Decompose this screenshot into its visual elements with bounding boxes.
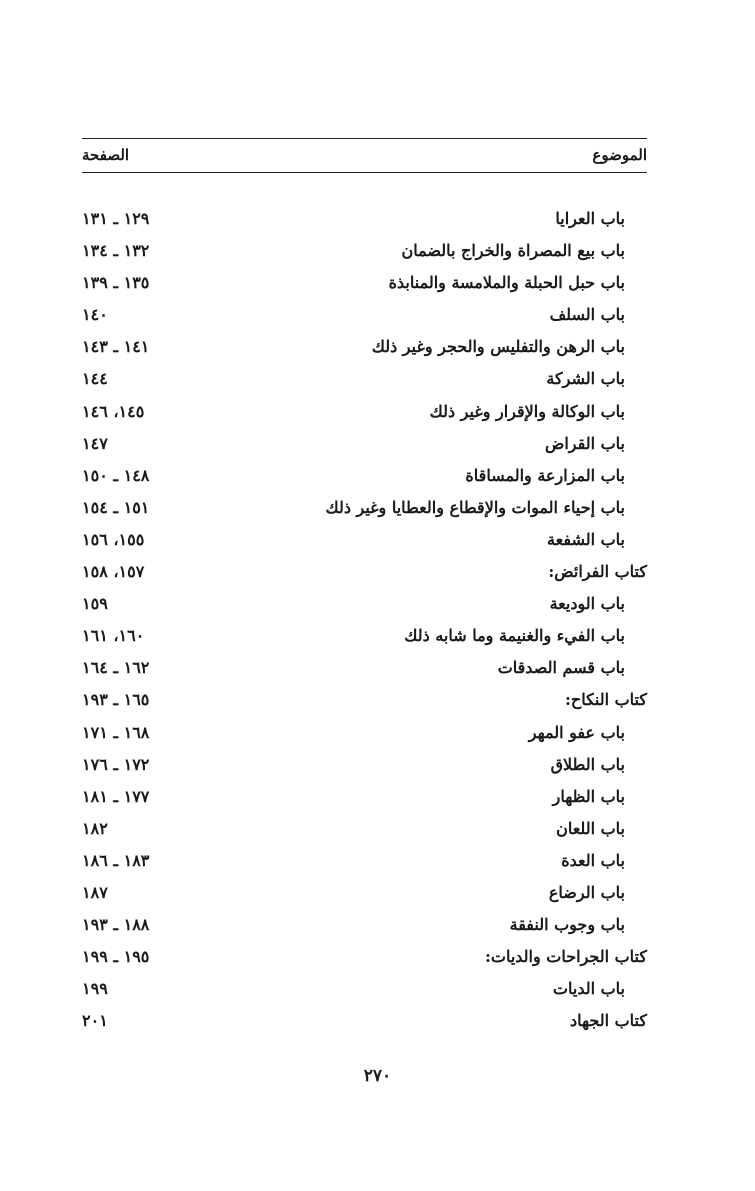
toc-entry-topic: كتاب الجراحات والديات: — [484, 947, 647, 967]
toc-entry — [82, 588, 647, 620]
toc-entry-pages: ١٥٥، ١٥٦ — [82, 529, 145, 549]
toc-entry-pages: ١٢٩ ـ ١٣١ — [82, 209, 150, 228]
toc-entry-pages: ١٤٧ — [82, 433, 108, 453]
toc-entry-topic: باب المزارعة والمساقاة — [465, 465, 625, 485]
toc-entry — [82, 684, 647, 716]
toc-entry — [82, 460, 647, 492]
toc-entry — [82, 781, 647, 813]
toc-entry-topic: باب الوكالة والإقرار وغير ذلك — [429, 401, 625, 421]
page-number: ٢٧٠ — [363, 1066, 392, 1086]
toc-entry-pages: ١٦٨ ـ ١٧١ — [82, 722, 150, 742]
toc-entry-topic: باب عفو المهر — [528, 722, 625, 742]
toc-entry-topic: باب القراض — [545, 433, 625, 453]
toc-entry-pages: ١٣٥ ـ ١٣٩ — [82, 273, 150, 293]
toc-entry — [82, 235, 647, 267]
toc-entry-topic: باب العدة — [561, 850, 625, 870]
toc-entry-topic: كتاب النكاح: — [564, 690, 647, 710]
toc-entry — [82, 749, 647, 781]
toc-entry-pages: ١٤٥، ١٤٦ — [82, 401, 145, 421]
toc-entry-pages: ١٧٢ ـ ١٧٦ — [82, 754, 150, 774]
toc-entry — [82, 652, 647, 684]
toc-entry — [82, 813, 647, 845]
toc-entry-topic: باب وجوب النفقة — [509, 915, 625, 935]
toc-entry — [82, 620, 647, 652]
toc-entry-pages: ١٩٥ ـ ١٩٩ — [82, 947, 150, 967]
table-of-contents — [82, 203, 647, 1037]
toc-entry-pages: ١٦٠، ١٦١ — [82, 626, 145, 646]
toc-entry — [82, 556, 647, 588]
toc-entry — [82, 396, 647, 428]
toc-entry-topic: باب الفيء والغنيمة وما شابه ذلك — [404, 626, 625, 646]
toc-entry — [82, 524, 647, 556]
toc-entry — [82, 299, 647, 331]
toc-entry-pages: ١٥٧، ١٥٨ — [82, 562, 145, 582]
header-topic-label: الموضوع — [592, 146, 647, 164]
toc-entry-topic: باب قسم الصدقات — [497, 658, 625, 678]
toc-entry-topic: باب الديات — [552, 979, 625, 999]
toc-entry-topic: باب حبل الحبلة والملامسة والمنابذة — [388, 273, 625, 293]
header-bottom-rule — [82, 172, 647, 173]
toc-entry-pages: ١٣٢ ـ ١٣٤ — [82, 241, 150, 261]
toc-entry — [82, 428, 647, 460]
toc-entry — [82, 1005, 647, 1037]
toc-entry-topic: كتاب الجهاد — [570, 1011, 647, 1031]
toc-entry — [82, 717, 647, 749]
toc-entry-topic: باب الرهن والتفليس والحجر وغير ذلك — [371, 337, 625, 357]
toc-entry-topic: باب الظهار — [552, 786, 625, 806]
toc-entry — [82, 973, 647, 1005]
header-top-rule — [82, 138, 647, 139]
toc-entry — [82, 492, 647, 524]
toc-entry — [82, 331, 647, 363]
toc-entry-pages: ١٤٨ ـ ١٥٠ — [82, 465, 150, 485]
toc-entry — [82, 267, 647, 299]
toc-entry-topic: باب بيع المصراة والخراج بالضمان — [401, 241, 625, 261]
toc-entry — [82, 877, 647, 909]
toc-entry-pages: ١٩٩ — [82, 979, 108, 999]
toc-entry-pages: ١٨٣ ـ ١٨٦ — [82, 850, 150, 870]
toc-entry-pages: ١٤٤ — [82, 369, 108, 389]
toc-entry-topic: باب الوديعة — [549, 594, 625, 614]
toc-entry — [82, 941, 647, 973]
toc-entry-pages: ١٨٧ — [82, 882, 108, 902]
toc-entry-topic: كتاب الفرائض: — [548, 562, 647, 582]
toc-entry-topic: باب اللعان — [556, 818, 625, 838]
toc-entry-pages: ١٨٢ — [82, 818, 108, 838]
toc-entry-topic: باب الشفعة — [547, 529, 625, 549]
toc-entry-pages: ١٥٩ — [82, 594, 108, 614]
toc-entry-topic: باب السلف — [549, 305, 625, 325]
toc-entry-pages: ١٤١ ـ ١٤٣ — [82, 337, 150, 357]
toc-entry-pages: ١٤٠ — [82, 305, 108, 325]
toc-entry-topic: باب الرضاع — [548, 882, 625, 902]
toc-entry-pages: ١٧٧ ـ ١٨١ — [82, 786, 150, 806]
toc-entry-pages: ١٥١ ـ ١٥٤ — [82, 497, 150, 517]
toc-entry-topic: باب إحياء الموات والإقطاع والعطايا وغير ذلك — [325, 497, 625, 517]
header-page-label: الصفحة — [82, 146, 130, 164]
toc-entry-topic: باب الطلاق — [550, 754, 625, 774]
toc-entry-pages: ١٦٥ ـ ١٩٣ — [82, 690, 150, 710]
toc-entry-pages: ٢٠١ — [82, 1011, 108, 1031]
toc-entry-pages: ١٨٨ ـ ١٩٣ — [82, 915, 150, 935]
toc-entry-topic: باب الشركة — [546, 369, 625, 389]
toc-entry-topic: باب العرايا — [555, 209, 625, 228]
toc-entry — [82, 363, 647, 395]
toc-entry — [82, 909, 647, 941]
toc-entry — [82, 845, 647, 877]
toc-entry — [82, 203, 647, 235]
toc-entry-pages: ١٦٢ ـ ١٦٤ — [82, 658, 150, 678]
